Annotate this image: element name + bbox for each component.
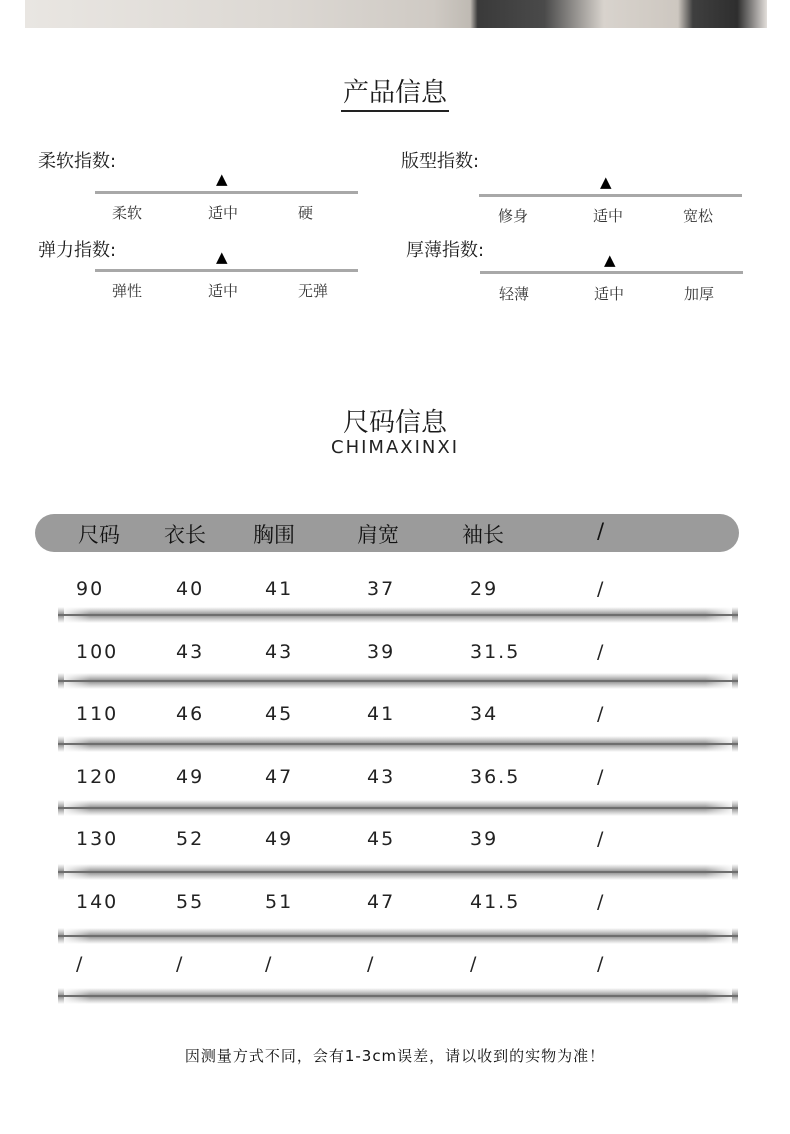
cell-chest: 45 — [265, 703, 294, 725]
cell-extra: / — [597, 641, 606, 663]
header-chest: 胸围 — [253, 523, 295, 547]
softness-index-label: 柔软指数: — [38, 151, 117, 172]
thickness-index-label: 厚薄指数: — [406, 240, 485, 261]
cell-extra: / — [597, 891, 606, 913]
cell-sleeve: / — [470, 953, 479, 975]
cell-chest: / — [265, 953, 274, 975]
fit-option-medium: 适中 — [593, 207, 624, 225]
elasticity-index-label: 弹力指数: — [38, 240, 117, 261]
cell-extra: / — [597, 703, 606, 725]
header-extra: / — [597, 519, 605, 543]
cell-shoulder: 47 — [367, 891, 396, 913]
cell-extra: / — [597, 766, 606, 788]
softness-marker: ▲ — [216, 170, 228, 188]
cell-sleeve: 41.5 — [470, 891, 521, 913]
row-divider — [58, 864, 738, 880]
thickness-marker: ▲ — [604, 251, 616, 269]
cell-chest: 41 — [265, 578, 294, 600]
fit-option-loose: 宽松 — [683, 207, 714, 225]
cell-chest: 47 — [265, 766, 294, 788]
cell-size: 100 — [76, 641, 119, 663]
cell-extra: / — [597, 953, 606, 975]
cell-length: 52 — [176, 828, 205, 850]
fit-index-label: 版型指数: — [401, 151, 480, 172]
cell-shoulder: 41 — [367, 703, 396, 725]
cell-shoulder: 39 — [367, 641, 396, 663]
cell-extra: / — [597, 828, 606, 850]
softness-scale-line — [95, 191, 358, 194]
cell-extra: / — [597, 578, 606, 600]
row-divider — [58, 607, 738, 623]
cell-size: 110 — [76, 703, 119, 725]
cell-length: 46 — [176, 703, 205, 725]
softness-option-soft: 柔软 — [112, 204, 143, 222]
cell-chest: 49 — [265, 828, 294, 850]
elasticity-marker: ▲ — [216, 248, 228, 266]
cell-shoulder: 45 — [367, 828, 396, 850]
row-divider — [58, 736, 738, 752]
cell-size: 130 — [76, 828, 119, 850]
header-size: 尺码 — [78, 523, 120, 547]
header-shoulder: 肩宽 — [357, 523, 399, 547]
cell-length: / — [176, 953, 185, 975]
cell-length: 40 — [176, 578, 205, 600]
cell-chest: 43 — [265, 641, 294, 663]
fit-option-slim: 修身 — [498, 207, 529, 225]
cell-size: 120 — [76, 766, 119, 788]
cell-sleeve: 39 — [470, 828, 499, 850]
cell-shoulder: 37 — [367, 578, 396, 600]
thickness-option-thick: 加厚 — [684, 285, 715, 303]
cell-sleeve: 36.5 — [470, 766, 521, 788]
cell-size: 140 — [76, 891, 119, 913]
thickness-option-thin: 轻薄 — [499, 285, 530, 303]
cell-sleeve: 34 — [470, 703, 499, 725]
fit-scale-line — [479, 194, 742, 197]
row-divider — [58, 928, 738, 944]
header-length: 衣长 — [164, 523, 206, 547]
cell-length: 55 — [176, 891, 205, 913]
row-divider — [58, 673, 738, 689]
elasticity-option-medium: 适中 — [208, 282, 239, 300]
size-info-title: 尺码信息 — [342, 408, 447, 438]
cell-shoulder: 43 — [367, 766, 396, 788]
cell-length: 43 — [176, 641, 205, 663]
product-photo-strip — [25, 0, 767, 28]
cell-shoulder: / — [367, 953, 376, 975]
thickness-scale-line — [480, 271, 743, 274]
cell-size: 90 — [76, 578, 105, 600]
cell-length: 49 — [176, 766, 205, 788]
softness-option-hard: 硬 — [298, 204, 314, 222]
cell-chest: 51 — [265, 891, 294, 913]
header-sleeve: 袖长 — [462, 523, 504, 547]
cell-size: / — [76, 953, 85, 975]
elasticity-option-none: 无弹 — [298, 282, 329, 300]
thickness-option-medium: 适中 — [594, 285, 625, 303]
size-info-subtitle: CHIMAXINXI — [331, 437, 459, 458]
product-info-title: 产品信息 — [0, 72, 790, 109]
measurement-note: 因测量方式不同，会有1-3cm误差，请以收到的实物为准！ — [184, 1047, 606, 1065]
elasticity-scale-line — [95, 269, 358, 272]
row-divider — [58, 988, 738, 1004]
cell-sleeve: 29 — [470, 578, 499, 600]
cell-sleeve: 31.5 — [470, 641, 521, 663]
row-divider — [58, 800, 738, 816]
softness-option-medium: 适中 — [208, 204, 239, 222]
fit-marker: ▲ — [600, 173, 612, 191]
elasticity-option-stretch: 弹性 — [112, 282, 143, 300]
